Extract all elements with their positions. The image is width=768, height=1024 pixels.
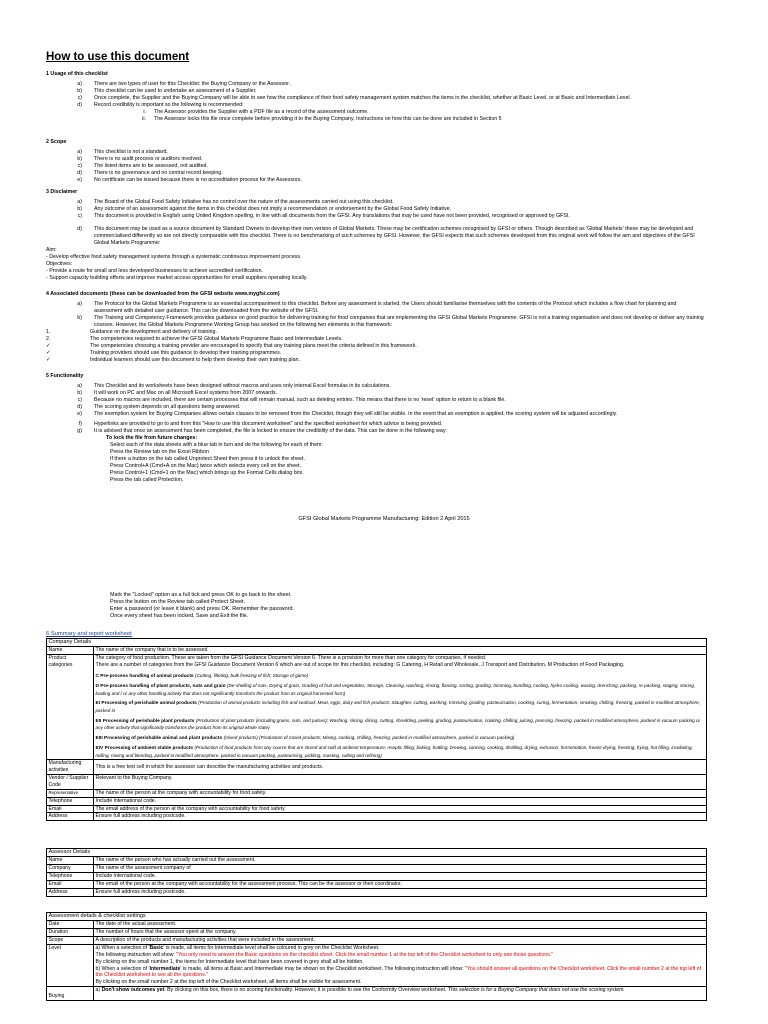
disclaimer-aim-text: - Develop effective food safety management systems through a systematic continuous improvement process. [46, 253, 302, 260]
disclaimer-objective: - Support capacity building efforts and improve market access opportunities for small suppliers operating locally. [46, 274, 308, 281]
table-row: Level a) When a selection of 'Basic' is made, all items for Intermediate level shall be coloured in grey on the Checklist Worksheet. The following instruction will show: "You only need to answer the Basic questions on the checklist sheet. Click the small number 1 at the top left of the Checklist worksheet to only see those questions." By clicking on the small number 1, the items for Intermediate level that have been covered in grey shall all be hidden. b) When a selection of 'Intermediate' is made, all items at Basic and Intermediate may be shown on the Checklist worksheet. The following instruction will show: "You should answer all questions on the Checklist worksheet. Click the small number 2 at the top left of the Checklist worksheet to see all the questions." By clicking on the small number 2 at the top left of the Checklist worksheet, all items shall be visible for assessment. [47, 944, 707, 986]
list-item: 1. Guidance on the development and delivery of training. [46, 328, 217, 335]
lock-heading: To lock the file from future changes: [106, 434, 198, 441]
table-row: Address Ensure full address including postcode. [47, 813, 707, 821]
summary-worksheet-link[interactable]: 6 Summary and report worksheet [46, 631, 132, 637]
section-usage [46, 71, 706, 123]
list-item: f) Hyperlinks are provided to go to and from this "How to use this document worksheet" and the specified worksheet for which advice is being provided. [78, 420, 443, 427]
table-row: Scope A description of the products and manufacturing activities that were included in the assessment. [47, 937, 707, 945]
list-item: c) The listed items are to be assessed, not audited. [77, 162, 208, 169]
assessor-details-table [46, 848, 707, 897]
section-heading: 3 Disclaimer [46, 189, 78, 195]
table-row: Duration The number of hours that the assessor spent at the company. [47, 929, 707, 937]
section-scope [46, 139, 706, 184]
list-item: b) There is no audit process or auditors involved. [77, 155, 203, 162]
list-item: b) This checklist can be used to undertake an assessment of a Supplier. [77, 87, 257, 94]
list-item: 2. The competencies required to achieve the GFSI Global Markets Programme Basic and Intermediate Levels. [46, 335, 343, 342]
section-disclaimer [46, 189, 706, 282]
list-item: e) No certificate can be issued because there is no accreditation process for the Assessors. [77, 176, 302, 183]
list-item: b) The Training and Competency Framework provides guidance on good practice for delivering training for food companies that are implementing the GFSI Global Markets Programme. GFSI is not a training organisation and does not develop or deliver any training courses. However, the Global Markets Programme Working Group has worked on the following two elements in this framework: [77, 314, 704, 328]
list-item: a) This Checklist and its worksheets have been designed without macros and uses only internal Excel formulas in its calculations. [77, 382, 391, 389]
category-item: EIV Processing of ambient stable products (Production of food products from any source that are stored and sold at ambient temperature; Aseptic filling, baking, bottling, brewing, canning, cooking, distilling, drying, extrusion, fermentation, freeze drying, freezing, frying, hot filling, irradiating, milling, mixing and blending, packed in modified atmosphere, packed in vacuum packing, pasteurising, pickling, roasting, salting and refining) [95, 745, 693, 758]
list-item: a) The Board of the Global Food Safety Initiative has no control over the nature of the assessments carried out using this checklist. [77, 198, 394, 205]
section-functionality [46, 373, 706, 484]
category-item: EII Processing of perishable plant products (Production of plant products (including grains, nuts, and pulses); Washing, slicing, dicing, cutting, shredding, peeling, grading, pasteurisation, cooking, chilling, juicing, pressing, freezing, packed in modified atmosphere, packed in vacuum packing or any other activity that significantly transforms the product from its original whole state) [95, 717, 701, 730]
disclaimer-objectives: Objectives: [46, 260, 73, 267]
list-item: c) Because no macros are included, there are certain processes that will remain manual, such as deleting entries. This means that there is no 'reset' option to return to a blank file. [77, 396, 506, 403]
lock-intro: Select each of the data sheets with a blue tab in turn and do the following for each of them: [110, 441, 323, 448]
category-item: EI Processing of perishable animal products (Production of animal products including fish and seafood; Meat, eggs, dairy and fish products; Slaughter, cutting, washing, trimming, grading, pasteurisation, cooking, curing, fermentation, smoking, chilling, freezing, packed in modified atmosphere, packed in [95, 700, 701, 713]
page-title: How to use this document [46, 51, 190, 63]
section-heading: 1 Usage of this checklist [46, 71, 108, 77]
list-item: d) The scoring system depends on all questions being answered. [77, 403, 241, 410]
list-item: b) It will work on PC and Mac on all Microsoft Excel systems from 2007 onwards. [77, 389, 278, 396]
company-details-table [46, 638, 707, 821]
lock-step: Press the button on the Review tab called Protect Sheet. [110, 599, 246, 606]
table-row: Telephone Include international code. [47, 797, 707, 805]
table-row: Email The email of the person at the company with accountability for the assessment process. This can be the assessor or their coordinator. [47, 880, 707, 888]
table-row: Manufacturing activities This is a free text cell in which the assessor can describe the manufacturing activities and products. [47, 760, 707, 775]
table-row: Buying a) Don't show outcomes yet: By clicking on this box, there is no scoring functionality. However, it is possible to see the Conformity Overview worksheet. This selection is for a Buying Company that does not use the scoring system. [47, 987, 707, 1001]
section-heading: 2 Scope [46, 139, 67, 145]
list-item: ii. The Assessor locks this file once complete before providing it to the Buying Company. Instructions on how this can be done are included in Section 5 [142, 115, 502, 122]
list-item: g) It is advised that once an assessment has been completed, the file is locked to ensure the credibility of the data. This can be done in the following way: [77, 427, 447, 434]
list-item: c) This document is provided in English using United Kingdom spelling, in line with all documents from the GFSI. Any translations that may be used have not been provided, recognised or approved by GFSI. [77, 212, 570, 219]
list-item: b) Any outcome of an assessment against the items in this checklist does not imply a recommendation or endorsement by the Global Food Safety Initiative. [77, 205, 452, 212]
list-item: d) There is no governance and no central record keeping. [77, 169, 223, 176]
table-header: Assessor Details [47, 849, 707, 857]
table-row: Name The name of the person who has actually carried out the assessment. [47, 857, 707, 865]
lock-step: Once every sheet has been locked, Save and Exit the file. [110, 613, 249, 620]
section-heading: 4 Associated documents (these can be downloaded from the GFSI website www.mygfsi.com) [46, 291, 280, 297]
list-item: d) This document may be used as a source document by Standard Owners to develop their own version of Global Markets. These may be certification schemes recognised by GFSI or others. Though described as 'Global Markets' these may be developed and commercialised differently so are not directly comparable with this checklist. There is no benchmarking of such schemes by GFSI. However, the GFSI expects that such schemes developed from this original work will follow the aim and objectives of the GFSI Global Markets Programme: [77, 225, 695, 246]
table-row: Representative The name of the person at the company with accountability for food safety. [47, 789, 707, 797]
list-item: a) This checklist is not a standard. [77, 148, 168, 155]
list-item: d) Record credibility is important so the following is recommended: [77, 101, 244, 108]
assessment-settings-table [46, 912, 707, 1001]
table-header: Company Details [47, 639, 707, 647]
disclaimer-aim: Aim: [46, 246, 57, 253]
section-associated-documents [46, 291, 706, 364]
edition-footer: GFSI Global Markets Programme Manufacturing: Edition 2 April 2015 [298, 516, 470, 522]
category-item: EIII Processing of perishable animal and plant products (mixed products) (Production of mixed products; Mixing, cooking, chilling, freezing, packed in modified atmosphere, packed in vacuum packing) [95, 734, 515, 741]
list-item: a) The Protocol for the Global Markets Programme is an essential accompaniment to this checklist. Before any assessment is started, the Users should familiarise themselves with the contents of the Protocol which includes a flow chart for planning and assessment with detailed user guidance. This can be downloaded from the website of the GFSI. [77, 300, 677, 314]
lock-step: Press Control+1 (Cmd+1 on the Mac) which brings up the Format Cells dialog box. [110, 469, 304, 476]
list-item: e) The exemption system for Buying Companies allows certain clauses to be removed from the Checklist, though they will still be visible. In the event that an exemption is applied, the scoring system will be adjusted accordingly. [77, 410, 618, 417]
category-item: C Pre-process handling of animal products (Cutting, filleting, bulk freezing of fish; Storage of game) [95, 672, 309, 679]
list-item: ✓ The competencies choosing a training provider are encouraged to specify that any training plans meet the criteria defined in this framework. [46, 342, 417, 349]
table-row: Vendor / Supplier Code Relevant to the Buying Company. [47, 775, 707, 790]
table-row: Telephone Include international code. [47, 873, 707, 881]
table-row: Date The date of the actual assessment. [47, 921, 707, 929]
list-item: ✓ Individual learners should use this document to help them develop their own training plan. [46, 356, 300, 363]
list-item: c) Once complete, the Supplier and the Buying Company will be able to see how the compliance of their food safety management system matches the items in the checklist, whether at Basic Level, or at Basic and Intermediate Level. [77, 94, 632, 101]
list-item: ✓ Training providers should use this guidance to develop their training programmes. [46, 349, 282, 356]
table-row: Email The email address of the person at the company with accountability for food safety. [47, 805, 707, 813]
list-item: a) There are two types of user for this Checklist: the Buying Company or the Assessor. [77, 80, 291, 87]
category-item: D Pre-process handling of plant products, nuts and grain (De-shelling of nuts, Drying of grain, Grading of fruit and vegetables; Storage, Cleaning, washing, rinsing, flaming, sorting, grading, trimming, bundling, cooling, hydro-cooling, waxing, drenching, packing, re-packing, staging, storing, loading and / or any other handling activity that does not significantly transform the product from its original harvested form) [95, 683, 696, 696]
lock-step: Press the Review tab on the Excel Ribbon [110, 448, 209, 455]
lock-steps-continued [110, 592, 294, 621]
table-row: Product categories The category of food production. These are taken from the GFSI Guidance Document Version 6. There is a provision for more than one category for companies, if needed. There are a number of categories from the GFSI Guidance Document Version 6 which are out of scope for this checklist, including: G Catering, H Retail and Wholesale, J Transport and Distribution, M Production of Food Packaging. C Pre-process handling of animal products (Cutting, filleting, bulk freezing of fish; Storage of game) D Pre-process handling of plant products, nuts and grain (De-shelling of nuts, Drying of grain, Grading of fruit and vegetables; Storage, Cleaning, washing, rinsing, flaming, sorting, grading, trimming, bundling, cooling, hydro-cooling, waxing, drenching, packing, re-packing, staging, storing, loading and / or any other handling activity that does not significantly transform the product from its original harvested form) EI Processing of perishable animal products (Production of animal products including fish and seafood; Meat, eggs, dairy and fish products; Slaughter, cutting, washing, trimming, grading, pasteurisation, cooking, curing, fermentation, smoking, chilling, freezing, packed in modified atmosphere, packed in EII Processing of perishable plant products (Production of plant products (including grains, nuts, and pulses); Washing, slicing, dicing, cutting, shredding, peeling, grading, pasteurisation, cooking, chilling, juicing, pressing, freezing, packed in modified atmosphere, packed in vacuum packing or any other activity that significantly transforms the product from its original whole state) EIII Processing of perishable animal and plant products (mixed products) (Production of mixed products; Mixing, cooking, chilling, freezing, packed in modified atmosphere, packed in vacuum packing) EIV Processing of ambient stable products (Production of food products from any source that are stored and sold at ambient temperature; Aseptic filling, baking, bottling, brewing, canning, cooking, distilling, drying, extrusion, fermentation, freeze drying, freezing, frying, hot filling, irradiating, milling, mixing and blending, packed in modified atmosphere, packed in vacuum packing, pasteurising, pickling, roasting, salting and refining) [47, 655, 707, 760]
table-header: Assessment details & checklist settings [47, 913, 707, 921]
lock-step: Enter a password (or leave it blank) and press OK. Remember the password. [110, 606, 294, 613]
table-row: Name The name of the company that is to be assessed [47, 647, 707, 655]
list-item: i. The Assessor provides the Supplier with a PDF file as a record of the assessment outcome. [143, 108, 369, 115]
lock-step: Mark the "Locked" option as a full tick and press OK to go back to the sheet. [110, 592, 292, 598]
lock-step: Press the tab called Protection. [110, 476, 184, 483]
lock-step: Press Control+A (Cmd+A on the Mac) twice which selects every cell on the sheet. [110, 462, 302, 469]
lock-step: If there a button on the tab called Unprotect Sheet then press it to unlock the sheet. [110, 455, 305, 462]
disclaimer-objective: - Provide a route for small and less developed businesses to achieve accredited certification. [46, 267, 263, 274]
table-row: Company The name of the assessment company of [47, 865, 707, 873]
section-heading: 5 Functionality [46, 373, 84, 379]
table-row: Address Ensure full address including postcode. [47, 888, 707, 896]
